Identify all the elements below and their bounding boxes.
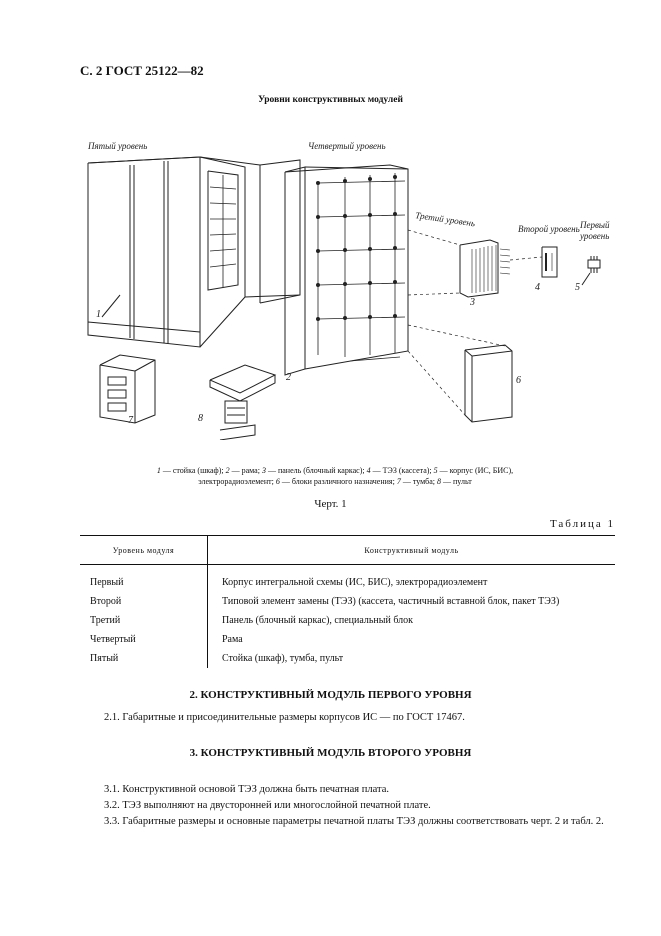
- figure-title: Уровни конструктивных модулей: [258, 95, 403, 105]
- header-module: Конструктивный модуль: [208, 536, 616, 565]
- block-drawing: [465, 345, 512, 422]
- cell-module: Типовой элемент замены (ТЭЗ) (кассета, частичный вставной блок, пакет ТЭЗ): [222, 596, 560, 607]
- label-fifth-level: Пятый уровень: [88, 141, 148, 151]
- section-2-heading: 2. КОНСТРУКТИВНЫЙ МОДУЛЬ ПЕРВОГО УРОВНЯ: [189, 689, 472, 701]
- table-row: [80, 611, 615, 630]
- callout-6: 6: [516, 375, 521, 386]
- label-fourth-level: Четвертый уровень: [308, 141, 386, 151]
- tez-cassette-drawing: [542, 247, 557, 277]
- table-row: [80, 565, 615, 593]
- cell-module: Рама: [222, 634, 243, 645]
- ic-package-drawing: [588, 256, 600, 273]
- section-3-heading: 3. КОНСТРУКТИВНЫЙ МОДУЛЬ ВТОРОГО УРОВНЯ: [189, 747, 472, 759]
- cell-level: Четвертый: [80, 630, 208, 649]
- page-header: С. 2 ГОСТ 25122—82: [80, 63, 204, 78]
- paragraph-3-3: 3.3. Габаритные размеры и основные параметры печатной платы ТЭЗ должны соответствовать черт. 2 и табл. 2.: [104, 816, 604, 827]
- label-third-level: Третий уровень: [414, 210, 476, 229]
- table-row: [80, 649, 615, 668]
- table-header-row: [80, 536, 615, 565]
- figure-caption: Черт. 1: [314, 498, 347, 510]
- nightstand-drawing: [100, 355, 155, 423]
- table-label: Таблица 1: [549, 518, 615, 530]
- callout-5: 5: [575, 282, 580, 293]
- paragraph-3-2: 3.2. ТЭЗ выполняют на двусторонней или многослойной печатной плате.: [104, 800, 431, 811]
- cell-level: Пятый: [80, 649, 208, 668]
- callout-1: 1: [96, 309, 101, 320]
- table-row: [80, 630, 615, 649]
- module-levels-drawing: [60, 125, 620, 440]
- callout-3: 3: [470, 297, 475, 308]
- legend-line-2: электрорадиоэлемент; 6 — блоки различного назначения; 7 — тумба; 8 — пульт: [198, 477, 472, 486]
- callout-4: 4: [535, 282, 540, 293]
- label-first-level-line1: Первый: [580, 220, 610, 230]
- callout-8: 8: [198, 413, 203, 424]
- callout-7: 7: [128, 415, 133, 426]
- paragraph-3-1: 3.1. Конструктивной основой ТЭЗ должна быть печатная плата.: [104, 784, 389, 795]
- header-level: Уровень модуля: [80, 536, 208, 565]
- paragraph-2-1: 2.1. Габаритные и присоединительные размеры корпусов ИС — по ГОСТ 17467.: [104, 712, 465, 723]
- cell-module: Стойка (шкаф), тумба, пульт: [222, 653, 344, 664]
- figure-legend: [100, 465, 570, 487]
- cell-level: Второй: [80, 592, 208, 611]
- label-second-level: Второй уровень: [518, 224, 580, 234]
- table-row: [80, 592, 615, 611]
- cell-level: Третий: [80, 611, 208, 630]
- label-first-level-line2: уровень: [580, 231, 610, 241]
- cell-module: Корпус интегральной схемы (ИС, БИС), электрорадиоэлемент: [222, 577, 488, 588]
- cabinet-drawing: [88, 157, 300, 347]
- frame-drawing: [285, 165, 408, 375]
- cell-level: Первый: [80, 565, 208, 593]
- callout-2: 2: [286, 372, 291, 383]
- cell-module: Панель (блочный каркас), специальный блок: [222, 615, 414, 626]
- console-drawing: [210, 365, 275, 440]
- module-levels-table: [80, 535, 615, 668]
- legend-line-1: 1 — стойка (шкаф); 2 — рама; 3 — панель (блочный каркас); 4 — ТЭЗ (кассета); 5 — корпус (ИС, БИС),: [156, 466, 514, 475]
- panel-drawing: [460, 240, 510, 297]
